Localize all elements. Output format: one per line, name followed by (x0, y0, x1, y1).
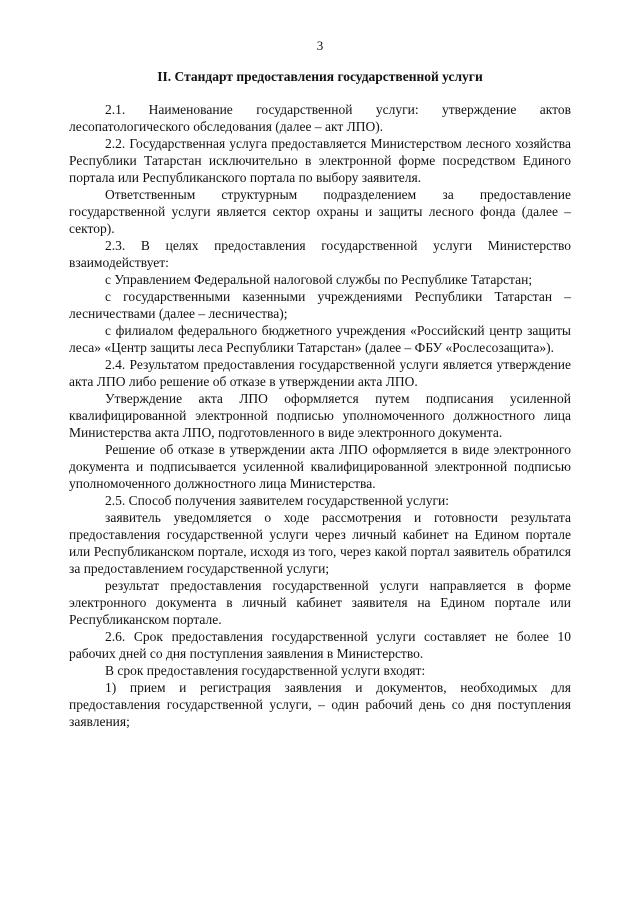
page-number: 3 (316, 38, 324, 53)
paragraph: Утверждение акта ЛПО оформляется путем подписания усиленной квалифицированной электронной подписью уполномоченного должностного лица Министерства акта ЛПО, подготовленного в виде электронного документа. (69, 391, 571, 440)
paragraph: 2.2. Государственная услуга предоставляется Министерством лесного хозяйства Республики Татарстан исключительно в электронной форме посредством Единого портала или Республиканского портала по выбору заявителя. (69, 136, 571, 185)
paragraph: с государственными казенными учреждениями Республики Татарстан – лесничествами (далее – лесничества); (69, 289, 571, 321)
paragraph: результат предоставления государственной услуги направляется в форме электронного документа в личный кабинет заявителя на Едином портале или Республиканском портале. (69, 578, 571, 627)
section-title: II. Стандарт предоставления государственной услуги (157, 69, 483, 84)
paragraph: В срок предоставления государственной услуги входят: (105, 663, 426, 678)
document-body (69, 101, 571, 730)
paragraph: 2.5. Способ получения заявителем государственной услуги: (105, 493, 450, 508)
paragraph: с филиалом федерального бюджетного учреждения «Российский центр защиты леса» «Центр защиты леса Республики Татарстан» (далее – ФБУ «Рослесозащита»). (69, 323, 571, 355)
paragraph: заявитель уведомляется о ходе рассмотрения и готовности результата предоставления государственной услуги через личный кабинет на Едином портале или Республиканском портале, исходя из того, через какой портал заявитель обратился за предоставлением государственной услуги; (69, 510, 571, 576)
paragraph: Решение об отказе в утверждении акта ЛПО оформляется в виде электронного документа и подписывается усиленной квалифицированной электронной подписью уполномоченного должностного лица Министерства. (69, 442, 571, 491)
paragraph: 2.1. Наименование государственной услуги: утверждение актов лесопатологического обследования (далее – акт ЛПО). (69, 102, 571, 134)
paragraph: Ответственным структурным подразделением за предоставление государственной услуги является сектор охраны и защиты лесного фонда (далее – сектор). (69, 187, 571, 236)
paragraph: 1) прием и регистрация заявления и документов, необходимых для предоставления государственной услуги, – один рабочий день со дня поступления заявления; (69, 680, 571, 729)
paragraph: 2.4. Результатом предоставления государственной услуги является утверждение акта ЛПО либо решение об отказе в утверждении акта ЛПО. (69, 357, 571, 389)
paragraph: с Управлением Федеральной налоговой службы по Республике Татарстан; (105, 272, 533, 287)
paragraph: 2.6. Срок предоставления государственной услуги составляет не более 10 рабочих дней со дня поступления заявления в Министерство. (69, 629, 571, 661)
paragraph: 2.3. В целях предоставления государственной услуги Министерство взаимодействует: (69, 238, 571, 270)
